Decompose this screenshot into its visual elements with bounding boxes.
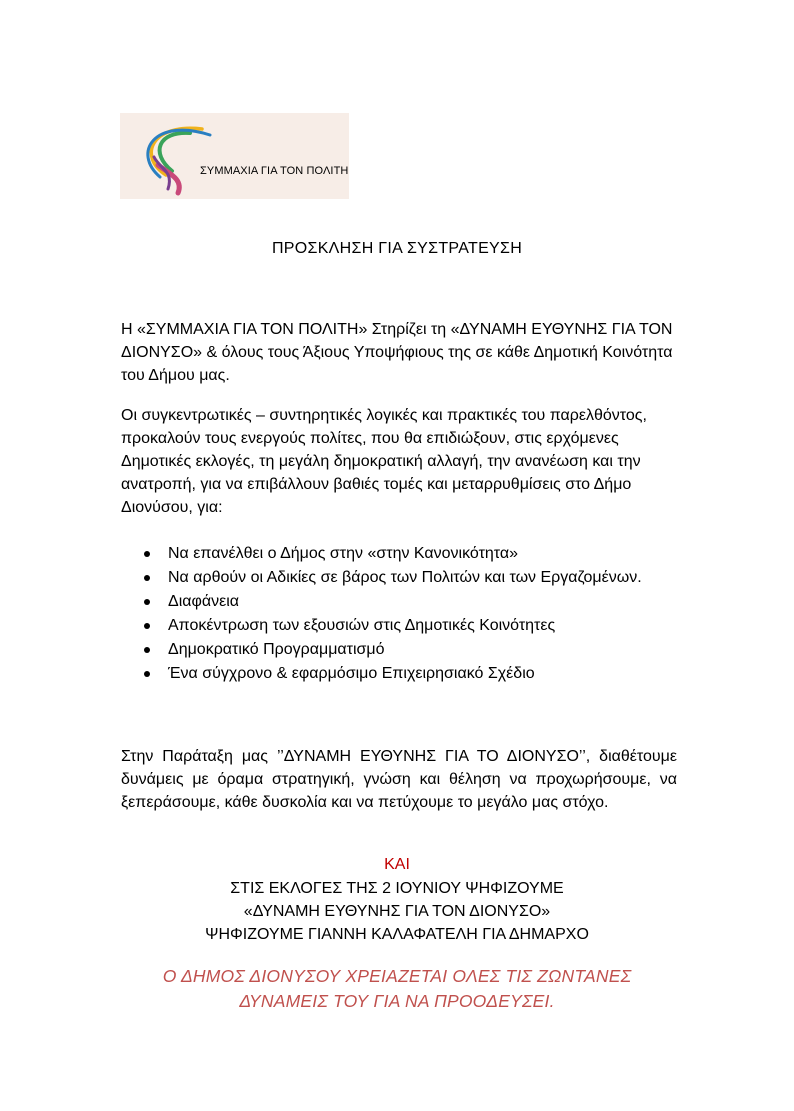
list-item: Ένα σύγχρονο & εφαρμόσιμο Επιχειρησιακό Σχέδιο bbox=[139, 662, 659, 685]
election-line: ΣΤΙΣ ΕΚΛΟΓΕΣ ΤΗΣ 2 ΙΟΥΝΙΟΥ ΨΗΦΙΖΟΥΜΕ bbox=[230, 880, 564, 897]
list-item: Να επανέλθει ο Δήμος στην «στην Κανονικότητα» bbox=[139, 542, 659, 565]
body-paragraph: Οι συγκεντρωτικές – συντηρητικές λογικές και πρακτικές του παρελθόντος, προκαλούν τους ενεργούς πολίτες, που θα επιδιώξουν, στις ερχόμενες Δημοτικές εκλογές, τη μεγάλη δημοκρατική αλλαγή, την ανανέωση και την ανατροπή, για να επιβάλλουν βαθιές τομές και μεταρρυθμίσεις στο Δήμο Διονύσου, για: bbox=[121, 407, 647, 516]
faction-name-line: «ΔΥΝΑΜΗ ΕΥΘΥΝΗΣ ΓΙΑ ΤΟΝ ΔΙΟΝΥΣΟ» bbox=[243, 903, 551, 920]
kai-heading: ΚΑΙ bbox=[384, 856, 410, 873]
list-item: Δημοκρατικό Προγραμματισμό bbox=[139, 638, 659, 661]
logo bbox=[120, 113, 349, 199]
closing-line-2: ΔΥΝΑΜΕΙΣ ΤΟΥ ΓΙΑ ΝΑ ΠΡΟΟΔΕΥΣΕΙ. bbox=[239, 991, 555, 1011]
closing-statement bbox=[0, 964, 794, 1014]
list-item: Αποκέντρωση των εξουσιών στις Δημοτικές Κοινότητες bbox=[139, 614, 659, 637]
closing-line-1: Ο ΔΗΜΟΣ ΔΙΟΝΥΣΟΥ ΧΡΕΙΑΖΕΤΑΙ ΟΛΕΣ ΤΙΣ ΖΩΝΤΑΝΕΣ bbox=[162, 966, 632, 986]
logo-name: ΣΥΜΜΑΧΙΑ ΓΙΑ ΤΟΝ ΠΟΛΙΤΗ bbox=[200, 165, 349, 177]
document-title: ΠΡΟΣΚΛΗΣΗ ΓΙΑ ΣΥΣΤΡΑΤΕΥΣΗ bbox=[271, 240, 523, 257]
list-item: Να αρθούν οι Αδικίες σε βάρος των Πολιτών και των Εργαζομένων. bbox=[139, 566, 659, 589]
logo-swirl-icon bbox=[120, 113, 349, 199]
faction-paragraph: Στην Παράταξη μας ’’ΔΥΝΑΜΗ ΕΥΘΥΝΗΣ ΓΙΑ ΤΟ ΔΙΟΝΥΣΟ’’, διαθέτουμε δυνάμεις με όραμα στρατηγική, γνώση και θέληση να προχωρήσουμε, να ξεπεράσουμε, κάθε δυσκολία και να πετύχουμε το μεγάλο μας στόχο. bbox=[121, 748, 677, 811]
mayor-vote-line: ΨΗΦΙΖΟΥΜΕ ΓΙΑΝΝΗ ΚΑΛΑΦΑΤΕΛΗ ΓΙΑ ΔΗΜΑΡΧΟ bbox=[205, 926, 589, 943]
intro-paragraph: Η «ΣΥΜΜΑΧΙΑ ΓΙΑ ΤΟΝ ΠΟΛΙΤΗ» Στηρίζει τη «ΔΥΝΑΜΗ ΕΥΘΥΝΗΣ ΓΙΑ ΤΟΝ ΔΙΟΝΥΣΟ» & όλους τους Άξιους Υποψήφιους της σε κάθε Δημοτική Κοινότητα του Δήμου μας. bbox=[121, 321, 673, 384]
goals-list bbox=[139, 542, 659, 686]
list-item: Διαφάνεια bbox=[139, 590, 659, 613]
